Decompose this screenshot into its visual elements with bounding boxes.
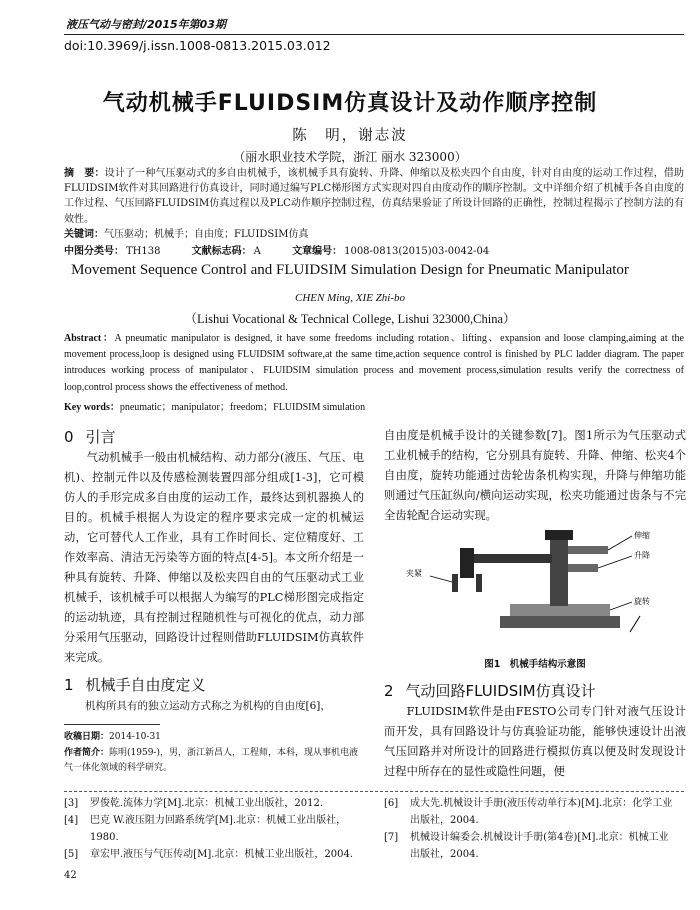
abstract-cn <box>64 166 684 242</box>
figure-base <box>500 616 620 628</box>
figure-column-top <box>545 530 573 540</box>
doc-code-label: 文献标志码： <box>191 246 252 257</box>
keywords-en-label: Key words： <box>64 402 120 413</box>
figure-caption: 图1 机械手结构示意图 <box>484 659 586 670</box>
reference-number: [4] <box>64 815 79 826</box>
label-lift: 升降 <box>634 551 650 560</box>
reference-text: 罗俊乾.流体力学[M].北京：机械工业出版社，2012. <box>90 798 324 809</box>
article-id-label: 文章编号： <box>292 246 343 257</box>
right-paragraph: 自由度是机械手设计的关键参数[7]。图1所示为气压驱动式工业机械手的结构，它分别具有旋转、升降、伸缩、松夹4个自由度，旋转功能通过齿轮齿条机构实现，升降与伸缩功能则通过气压缸纵向/横向运动实现，松夹功能通过齿条与不完全齿轮配合运动实现。 <box>384 429 686 522</box>
section-number: 0 <box>64 428 74 446</box>
figure-finger-right <box>476 574 482 592</box>
abstract-cn-label: 摘 要： <box>64 168 105 179</box>
leader-clamp <box>430 576 452 582</box>
page-number: 42 <box>64 870 77 881</box>
affiliation-en: （Lishui Vocational & Technical College, Lishui 323000,China） <box>184 312 516 326</box>
reference-text: 出版社，2004. <box>410 815 479 826</box>
section-number: 1 <box>64 676 74 694</box>
keywords-en <box>64 398 684 413</box>
label-rotate: 旋转 <box>634 597 650 606</box>
figure-cylinder-lift <box>568 564 598 572</box>
keywords-cn-label: 关键词： <box>64 228 104 240</box>
sec1-paragraph: 机构所具有的独立运动方式称之为机构的自由度[6]， <box>85 700 331 712</box>
section-heading-1 <box>64 674 206 695</box>
section-heading-intro <box>64 426 116 447</box>
authors-en: CHEN Ming, XIE Zhi-bo <box>295 292 405 304</box>
references-separator <box>64 791 684 792</box>
abstract-en-text: A pneumatic manipulator is designed, it have some freedoms including rotation、lifting、expansion and loose clamping,aiming at the movement process,loop is designed using FLUIDSIM software,at the same time,action sequence control is finished by PLC ladder diagram. The paper introduces working process of manipulator、FLUIDSIM simulation process and movement process,simulation results verify the correctness of loop,control process shows the effectiveness of method. <box>64 333 684 393</box>
figure-cylinder-extend <box>568 546 608 554</box>
header-rule <box>64 34 684 35</box>
reference-number: [7] <box>384 832 399 843</box>
section-number: 2 <box>384 682 394 700</box>
received-date: 2014-10-31 <box>109 732 161 742</box>
reference-text: 成大先.机械设计手册(液压传动单行本)[M].北京：化学工业 <box>410 798 673 809</box>
authors: 陈 明，谢志波 <box>292 128 408 144</box>
section-title: 气动回路FLUIDSIM仿真设计 <box>405 682 596 700</box>
label-clamp: 夹紧 <box>406 569 422 578</box>
reference-text: 1980. <box>90 832 119 843</box>
abstract-cn-text: 设计了一种气压驱动式的多自由机械手，该机械手具有旋转、升降、伸缩以及松夹四个自由度，针对自由度的运动工作过程，借助FLUIDSIM软件对其回路进行仿真设计，同时通过编写PLC梯形图方式实现对四自由度动作的顺序控制。文中详细介绍了机械手各自由度的工作过程、气压回路FLUIDSIM仿真过程以及PLC动作顺序控制过程，仿真结果验证了所设计回路的正确性，控制过程揭示了控制方法的有效性。 <box>64 168 685 225</box>
figure-arm <box>470 554 552 563</box>
section-heading-2 <box>384 680 596 701</box>
journal-header: 液压气动与密封/2015年第03期 <box>66 18 226 31</box>
doc-code-value: A <box>253 246 261 257</box>
paper-title-en: Movement Sequence Control and FLUIDSIM Simulation Design for Pneumatic Manipulator <box>71 262 629 278</box>
affiliation: （丽水职业技术学院，浙江 丽水 323000） <box>233 150 467 164</box>
reference-number: [6] <box>384 798 399 809</box>
reference-text: 巴克 W.液压阻力回路系统学[M].北京：机械工业出版社， <box>90 815 347 826</box>
section-title: 机械手自由度定义 <box>85 676 206 694</box>
figure-column <box>550 536 568 606</box>
classification-row <box>64 242 517 257</box>
leader-rotate <box>610 602 632 610</box>
received-label: 收稿日期： <box>64 732 110 742</box>
figure-gripper-body <box>460 548 474 578</box>
intro-paragraph: 气动机械手一般由机械结构、动力部分(液压、气压、电机)、控制元件以及传感检测装置四部分组成[1-3]，它可模仿人的手形完成多自由度的运动工作，最终达到机器换人的目的。机械手根据人为设定的程序要求完成一定的机械运动，它可替代人工作业，具有工作时间长、定位精度好、工作效率高、清洁无污染等方面的特点[4-5]。本文所介绍是一种具有旋转、升降、伸缩以及松夹四自由的气压驱动式工业机械手，该机械手可以根据人为编写的PLC梯形图完成指定的运动轨迹，具有控制过程随机性与可视化的优点，动力部分采用气压驱动，回路设计过程则借助FLUIDSIM仿真软件来完成。 <box>64 451 364 664</box>
reference-text: 章宏甲.液压与气压传动[M].北京：机械工业出版社，2004. <box>90 849 354 860</box>
doi: doi:10.3969/j.issn.1008-0813.2015.03.012 <box>64 38 331 53</box>
footnote-rule <box>64 724 160 725</box>
abstract-en-label: Abstract： <box>64 333 115 344</box>
label-extend: 伸缩 <box>634 531 650 540</box>
clc-value: TH138 <box>126 246 161 257</box>
reference-number: [3] <box>64 798 79 809</box>
clc-label: 中图分类号： <box>64 246 124 257</box>
abstract-en <box>64 331 684 396</box>
article-id-value: 1008-0813(2015)03-0042-04 <box>344 246 490 257</box>
bio-label: 作者简介： <box>64 748 110 758</box>
section-title: 引言 <box>85 428 116 446</box>
bio-text: 陈明(1959-)，男，浙江新昌人，工程师，本科，现从事机电液气一体化领域的科学研究。 <box>64 748 358 773</box>
keywords-en-text: pneumatic；manipulator；freedom；FLUIDSIM simulation <box>119 402 366 413</box>
figure-stroke-mark <box>630 616 640 632</box>
manipulator-figure <box>400 516 670 646</box>
reference-text: 出版社，2004. <box>410 849 479 860</box>
footnote-received <box>64 730 364 745</box>
paper-title: 气动机械手FLUIDSIM仿真设计及动作顺序控制 <box>102 91 598 116</box>
figure-finger-left <box>452 574 458 592</box>
footnote-bio <box>64 746 364 776</box>
keywords-cn-text: 气压驱动；机械手；自由度；FLUIDSIM仿真 <box>104 228 309 240</box>
reference-text: 机械设计编委会.机械设计手册(第4卷)[M].北京：机械工业 <box>410 832 669 843</box>
reference-number: [5] <box>64 849 79 860</box>
leader-extend <box>608 536 632 550</box>
sec2-paragraph: FLUIDSIM软件是由FESTO公司专门针对液气压设计而开发，具有回路设计与仿真验证功能，能够快速设计出液气压回路并对所设计的回路进行模拟仿真以便及时发现设计过程中所存在的显性或隐性问题，便 <box>384 705 686 778</box>
leader-lift <box>598 556 632 568</box>
